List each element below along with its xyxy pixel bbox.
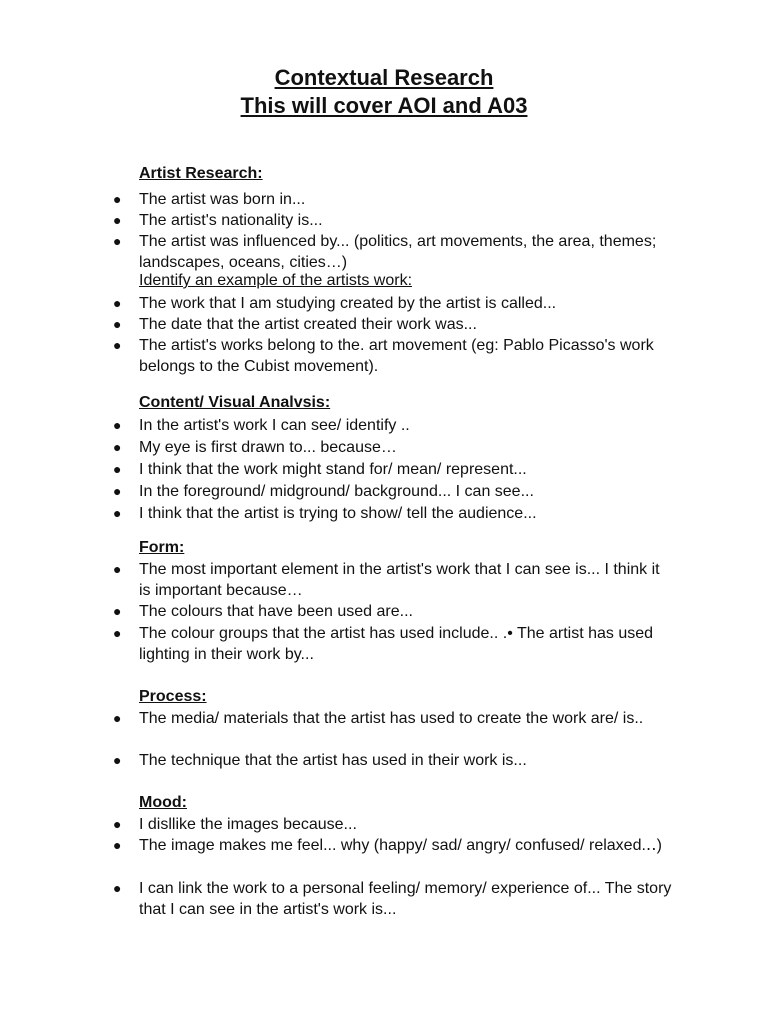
section-heading-mood: Mood: — [139, 794, 187, 811]
list-item-text: The image makes me feel... why (happy/ sad/ angry/ confused/ relaxed.‥) — [139, 837, 662, 854]
bullet-icon: ● — [113, 316, 122, 332]
list-item-text: My eye is first drawn to... because… — [139, 439, 397, 456]
list-item-text: I disllike the images because... — [139, 816, 357, 833]
bullet-icon: ● — [113, 417, 122, 433]
bullet-icon: ● — [113, 880, 122, 896]
list-item-text: The artist's works belong to the. art movement (eg: Pablo Picasso's work belongs to the Cubist movement). — [139, 337, 654, 375]
list-item-text: In the foreground/ midground/ background... I can see... — [139, 483, 534, 500]
list-item-text: The artist's nationality is... — [139, 212, 323, 229]
bullet-icon: ● — [113, 625, 122, 641]
bullet-icon: ● — [113, 816, 122, 832]
bullet-icon: ● — [113, 561, 122, 577]
list-item-text: In the artist's work I can see/ identify .. — [139, 417, 410, 434]
section-heading-process: Process: — [139, 688, 207, 705]
list-item-text: The artist was influenced by... (politics, art movements, the area, themes; landscapes, oceans, cities…) — [139, 233, 657, 271]
bullet-icon: ● — [113, 752, 122, 768]
subheading-example-work: Identify an example of the artists work: — [139, 272, 413, 289]
bullet-icon: ● — [113, 837, 122, 853]
bullet-icon: ● — [113, 337, 122, 353]
bullet-icon: ● — [113, 505, 122, 521]
bullet-icon: ● — [113, 461, 122, 477]
list-item-text: I think that the work might stand for/ mean/ represent... — [139, 461, 527, 478]
list-item-text: The media/ materials that the artist has used to create the work are/ is.. — [139, 710, 644, 727]
list-item-text: The colours that have been used are... — [139, 603, 413, 620]
list-item-text: The work that I am studying created by the artist is called... — [139, 295, 557, 312]
list-item-text: I can link the work to a personal feeling/ memory/ experience of... The story that I can see in the artist's work is... — [139, 880, 672, 918]
list-item-text: The colour groups that the artist has used include.. .• The artist has used lighting in their work by... — [139, 625, 654, 663]
bullet-icon: ● — [113, 233, 122, 249]
list-item-text: The date that the artist created their work was... — [139, 316, 477, 333]
bullet-icon: ● — [113, 710, 122, 726]
list-item-text: The most important element in the artist's work that I can see is... I think it is important because… — [139, 561, 660, 599]
document-title: Contextual Research — [274, 65, 494, 90]
section-heading-artist-research: Artist Research: — [139, 165, 263, 182]
bullet-icon: ● — [113, 603, 122, 619]
section-heading-form: Form: — [139, 539, 185, 556]
bullet-icon: ● — [113, 191, 122, 207]
list-item-text: The technique that the artist has used in their work is... — [139, 752, 527, 769]
document-subtitle: This will cover AOI and A03 — [240, 93, 528, 118]
list-item-text: The artist was born in... — [139, 191, 306, 208]
bullet-icon: ● — [113, 483, 122, 499]
section-heading-visual-analysis: Content/ Visual Analvsis: — [139, 394, 331, 411]
bullet-icon: ● — [113, 295, 122, 311]
bullet-icon: ● — [113, 439, 122, 455]
list-item-text: I think that the artist is trying to show/ tell the audience... — [139, 505, 537, 522]
bullet-icon: ● — [113, 212, 122, 228]
